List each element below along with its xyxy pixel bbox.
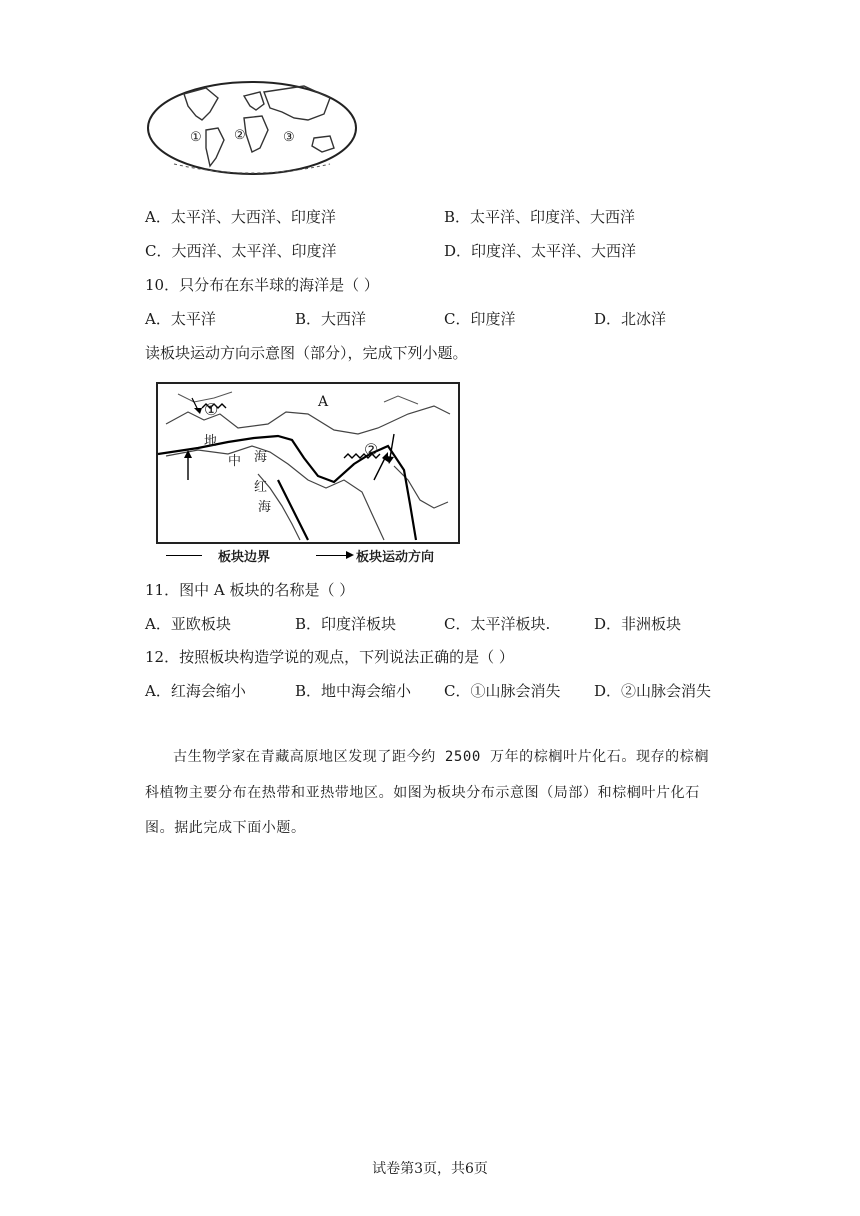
passage-line-2: 科植物主要分布在热带和亚热带地区。如图为板块分布示意图（局部）和棕榈叶片化石 xyxy=(145,785,700,801)
q10-option-d: D．北冰洋 xyxy=(594,310,667,328)
plate-label-a: A xyxy=(318,394,329,410)
q11-option-c: C．太平洋板块. xyxy=(444,615,551,633)
plate-map xyxy=(156,382,460,544)
legend-boundary-text: 板块边界 xyxy=(218,550,271,565)
plate-marker-2: ② xyxy=(364,440,379,459)
passage-line-3: 图。据此完成下面小题。 xyxy=(145,820,306,836)
q10-option-b: B．大西洋 xyxy=(295,310,367,328)
section-intro: 读板块运动方向示意图（部分），完成下列小题。 xyxy=(145,344,468,362)
q12-stem: 12．按照板块构造学说的观点，下列说法正确的是（ ） xyxy=(145,648,514,666)
q9-option-a: A．太平洋、大西洋、印度洋 xyxy=(145,208,336,226)
q11-option-d: D．非洲板块 xyxy=(594,615,682,633)
arrow-right-icon xyxy=(346,551,354,559)
world-map-figure xyxy=(144,78,360,184)
legend-arrow-line xyxy=(316,555,348,556)
med-sea-label-2: 中 xyxy=(228,454,242,469)
med-sea-label-3: 海 xyxy=(254,450,268,465)
med-sea-label-1: 地 xyxy=(204,434,218,449)
q12-option-d: D．②山脉会消失 xyxy=(594,682,712,700)
q12-option-c: C．①山脉会消失 xyxy=(444,682,561,700)
page-footer: 试卷第3页，共6页 xyxy=(372,1161,488,1177)
q12-option-b: B．地中海会缩小 xyxy=(295,682,412,700)
legend-direction-text: 板块运动方向 xyxy=(356,550,435,565)
q10-option-c: C．印度洋 xyxy=(444,310,516,328)
q11-option-a: A．亚欧板块 xyxy=(145,615,231,633)
q9-option-b: B．太平洋、印度洋、大西洋 xyxy=(444,208,636,226)
passage-line-1: 古生物学家在青藏高原地区发现了距今约 2500 万年的棕榈叶片化石。现存的棕榈 xyxy=(173,749,709,765)
red-sea-label-2: 海 xyxy=(258,500,272,515)
marker-3: ③ xyxy=(283,130,295,145)
marker-2: ② xyxy=(234,128,246,143)
plate-marker-1: ① xyxy=(204,400,219,419)
marker-1: ① xyxy=(190,130,202,145)
q11-stem: 11．图中 A 板块的名称是（ ） xyxy=(145,581,355,599)
world-map-drawing xyxy=(144,78,360,184)
q9-option-d: D．印度洋、太平洋、大西洋 xyxy=(444,242,637,260)
q9-option-c: C．大西洋、太平洋、印度洋 xyxy=(145,242,337,260)
q10-stem: 10．只分布在东半球的海洋是（ ） xyxy=(145,276,379,294)
q11-option-b: B．印度洋板块 xyxy=(295,615,397,633)
plate-map-drawing xyxy=(158,384,458,542)
legend-boundary-line xyxy=(166,555,202,556)
q10-option-a: A．太平洋 xyxy=(145,310,216,328)
q12-option-a: A．红海会缩小 xyxy=(145,682,246,700)
red-sea-label-1: 红 xyxy=(254,480,268,495)
